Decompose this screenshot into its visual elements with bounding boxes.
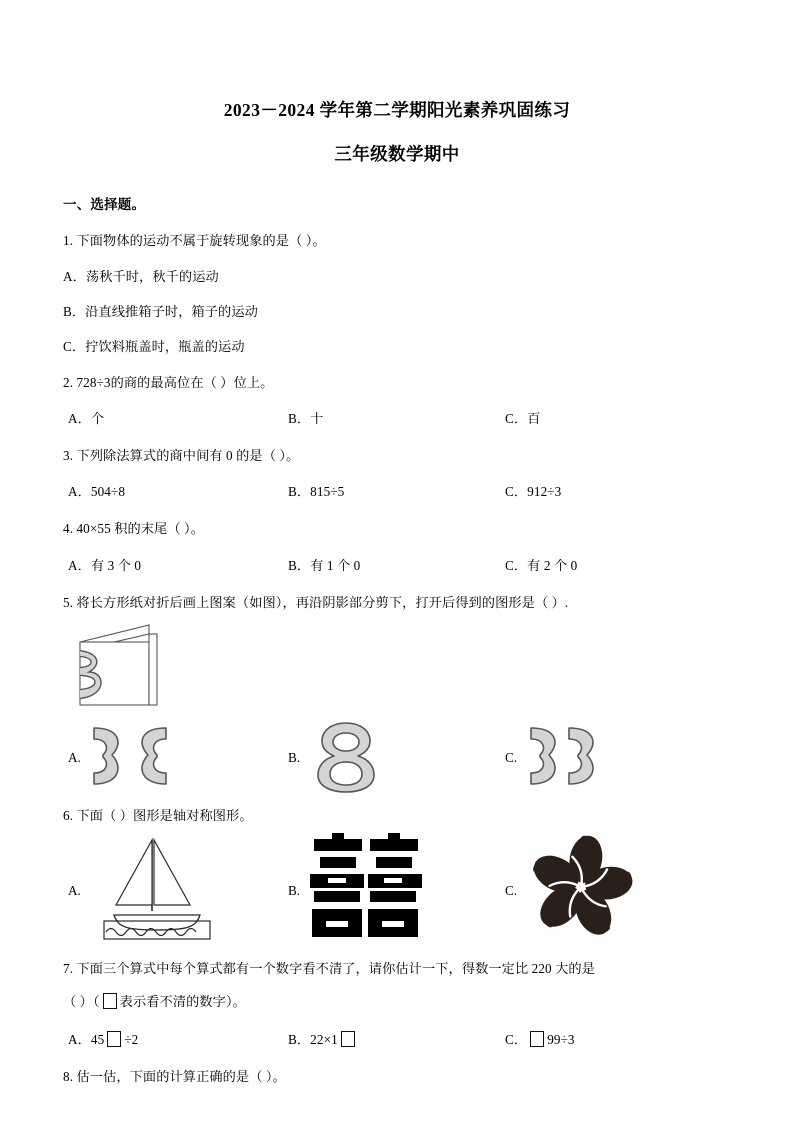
question-7-option-a-suffix: ÷2 (124, 1032, 139, 1048)
question-5-figure-label-b: B. (288, 749, 301, 765)
question-3-option-b: B．815÷5 (288, 484, 345, 500)
question-6-figure-label-c: C. (505, 882, 518, 898)
mirrored-3E-shape-icon (90, 724, 170, 795)
question-4-option-c: C．有 2 个 0 (505, 557, 578, 573)
page-title: 2023－2024 学年第二学期阳光素养巩固练习 (223, 100, 571, 120)
question-7-option-c (505, 1029, 575, 1048)
question-5-figures-row (63, 720, 731, 794)
unknown-digit-box-icon (341, 1031, 355, 1047)
question-7-option-c-suffix: 99÷3 (547, 1032, 575, 1048)
question-2-options (63, 408, 731, 428)
question-3-options (63, 481, 731, 501)
document-body (63, 0, 731, 1086)
question-1-option-c: C．拧饮料瓶盖时，瓶盖的运动 (63, 339, 245, 355)
question-6-stem: 6. 下面（ ）图形是轴对称图形。 (63, 807, 253, 823)
question-7-stem-line-2 (63, 992, 731, 1011)
question-7-option-b (288, 1029, 358, 1048)
question-6-figure-label-a: A. (68, 882, 81, 898)
page-subtitle: 三年级数学期中 (334, 144, 460, 164)
question-5-stem: 5. 将长方形纸对折后画上图案（如图），再沿阴影部分剪下，打开后得到的图形是（ ）. (63, 594, 569, 610)
question-5-figure-label-c: C. (505, 749, 518, 765)
question-7-stem-line-2-before: （ ）（ (63, 993, 100, 1009)
question-4-options (63, 555, 731, 575)
bauhinia-flower-icon (527, 833, 635, 946)
question-7-option-c-prefix: C． (505, 1032, 528, 1048)
unknown-digit-box-icon (530, 1031, 544, 1047)
double-3-shape-icon (527, 724, 609, 795)
question-7-stem-line-2-after: 表示看不清的数字）。 (119, 993, 246, 1009)
figure-eight-shape-icon (310, 720, 382, 799)
question-7-option-b-prefix: B．22×1 (288, 1032, 338, 1048)
sailboat-drawing-icon (90, 835, 214, 948)
question-5-figure-label-a: A. (68, 749, 81, 765)
question-4-option-b: B．有 1 个 0 (288, 557, 361, 573)
question-6-figures-row (63, 831, 731, 949)
question-2-stem: 2. 728÷3的商的最高位在（ ）位上。 (63, 375, 274, 391)
question-1-option-b: B．沿直线推箱子时，箱子的运动 (63, 304, 258, 320)
question-7-options (63, 1029, 731, 1049)
question-2-option-a: A．个 (68, 411, 105, 427)
question-1-stem: 1. 下面物体的运动不属于旋转现象的是（ ）。 (63, 233, 326, 248)
question-7-stem-line-1: 7. 下面三个算式中每个算式都有一个数字看不清了，请你估计一下，得数一定比 220 大的是 (63, 960, 595, 976)
question-3-stem: 3. 下列除法算式的商中间有 0 的是（ ）。 (63, 448, 300, 464)
question-4-option-a: A．有 3 个 0 (68, 557, 142, 573)
question-2-option-c: C．百 (505, 411, 541, 427)
unknown-digit-box-icon (103, 993, 117, 1009)
folded-paper-with-half-eight-icon (69, 620, 189, 717)
question-2-option-b: B．十 (288, 411, 324, 427)
unknown-digit-box-icon (107, 1031, 121, 1047)
question-8-stem: 8. 估一估，下面的计算正确的是（ ）。 (63, 1069, 286, 1085)
question-7-option-a-prefix: A．45 (68, 1032, 105, 1048)
double-happiness-character-icon (310, 833, 422, 948)
question-5-prompt-figure-row (63, 618, 731, 714)
question-3-option-c: C．912÷3 (505, 484, 562, 500)
question-6-figure-label-b: B. (288, 882, 301, 898)
question-4-stem: 4. 40×55 积的末尾（ ）。 (63, 521, 205, 537)
question-7-option-a (68, 1029, 138, 1048)
question-3-option-a: A．504÷8 (68, 484, 126, 500)
question-1-option-a: A．荡秋千时，秋千的运动 (63, 269, 219, 285)
section-heading-1: 一、选择题。 (63, 197, 146, 212)
